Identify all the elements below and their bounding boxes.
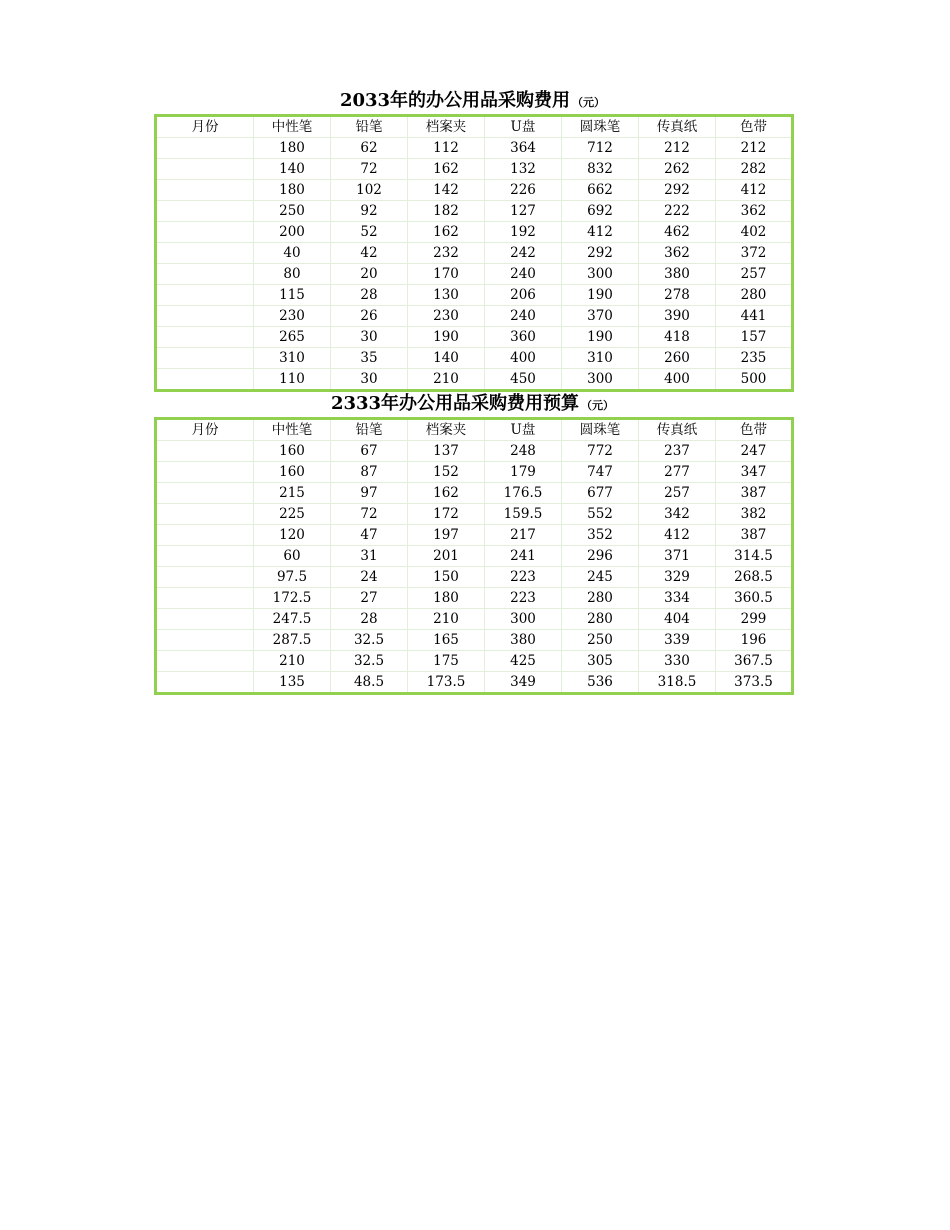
- table-row: [156, 546, 793, 567]
- column-header: 色带: [716, 419, 793, 441]
- value-cell: 242: [485, 243, 562, 264]
- value-cell: 232: [408, 243, 485, 264]
- table-row: [156, 243, 793, 264]
- month-cell: [156, 504, 254, 525]
- value-cell: 677: [562, 483, 639, 504]
- value-cell: 24: [331, 567, 408, 588]
- column-header: 圆珠笔: [562, 419, 639, 441]
- value-cell: 157: [716, 327, 793, 348]
- value-cell: 173.5: [408, 672, 485, 694]
- month-cell: [156, 348, 254, 369]
- column-header: 中性笔: [254, 116, 331, 138]
- value-cell: 299: [716, 609, 793, 630]
- table-row: [156, 222, 793, 243]
- value-cell: 500: [716, 369, 793, 391]
- value-cell: 404: [639, 609, 716, 630]
- value-cell: 296: [562, 546, 639, 567]
- month-cell: [156, 285, 254, 306]
- table-2-header: [156, 419, 793, 441]
- value-cell: 201: [408, 546, 485, 567]
- table-header-row: [156, 419, 793, 441]
- value-cell: 179: [485, 462, 562, 483]
- value-cell: 217: [485, 525, 562, 546]
- value-cell: 48.5: [331, 672, 408, 694]
- value-cell: 390: [639, 306, 716, 327]
- table-row: [156, 327, 793, 348]
- value-cell: 102: [331, 180, 408, 201]
- table-row: [156, 462, 793, 483]
- value-cell: 80: [254, 264, 331, 285]
- value-cell: 425: [485, 651, 562, 672]
- table-2-title-unit: （元）: [581, 399, 615, 412]
- value-cell: 400: [639, 369, 716, 391]
- value-cell: 42: [331, 243, 408, 264]
- value-cell: 300: [562, 369, 639, 391]
- table-2-body: [156, 441, 793, 694]
- value-cell: 226: [485, 180, 562, 201]
- value-cell: 190: [562, 327, 639, 348]
- value-cell: 182: [408, 201, 485, 222]
- value-cell: 235: [716, 348, 793, 369]
- column-header: U盘: [485, 419, 562, 441]
- value-cell: 180: [254, 180, 331, 201]
- value-cell: 223: [485, 567, 562, 588]
- value-cell: 240: [485, 306, 562, 327]
- month-cell: [156, 243, 254, 264]
- value-cell: 318.5: [639, 672, 716, 694]
- value-cell: 130: [408, 285, 485, 306]
- value-cell: 305: [562, 651, 639, 672]
- table-row: [156, 483, 793, 504]
- value-cell: 87: [331, 462, 408, 483]
- value-cell: 35: [331, 348, 408, 369]
- month-cell: [156, 201, 254, 222]
- value-cell: 72: [331, 504, 408, 525]
- table-row: [156, 159, 793, 180]
- value-cell: 212: [639, 138, 716, 159]
- column-header: 月份: [156, 419, 254, 441]
- table-header-row: [156, 116, 793, 138]
- value-cell: 60: [254, 546, 331, 567]
- column-header: 档案夹: [408, 116, 485, 138]
- value-cell: 132: [485, 159, 562, 180]
- table-row: [156, 588, 793, 609]
- month-cell: [156, 630, 254, 651]
- month-cell: [156, 567, 254, 588]
- value-cell: 241: [485, 546, 562, 567]
- table-1-body: [156, 138, 793, 391]
- value-cell: 692: [562, 201, 639, 222]
- value-cell: 370: [562, 306, 639, 327]
- month-cell: [156, 138, 254, 159]
- purchase-cost-table: [154, 114, 794, 392]
- value-cell: 247: [716, 441, 793, 462]
- month-cell: [156, 180, 254, 201]
- table-row: [156, 369, 793, 391]
- month-cell: [156, 369, 254, 391]
- value-cell: 162: [408, 159, 485, 180]
- value-cell: 223: [485, 588, 562, 609]
- value-cell: 552: [562, 504, 639, 525]
- value-cell: 265: [254, 327, 331, 348]
- value-cell: 441: [716, 306, 793, 327]
- value-cell: 200: [254, 222, 331, 243]
- value-cell: 170: [408, 264, 485, 285]
- value-cell: 248: [485, 441, 562, 462]
- value-cell: 47: [331, 525, 408, 546]
- value-cell: 362: [716, 201, 793, 222]
- table-row: [156, 180, 793, 201]
- value-cell: 380: [639, 264, 716, 285]
- value-cell: 230: [254, 306, 331, 327]
- month-cell: [156, 159, 254, 180]
- value-cell: 772: [562, 441, 639, 462]
- value-cell: 28: [331, 285, 408, 306]
- value-cell: 352: [562, 525, 639, 546]
- value-cell: 245: [562, 567, 639, 588]
- value-cell: 190: [562, 285, 639, 306]
- value-cell: 210: [254, 651, 331, 672]
- month-cell: [156, 588, 254, 609]
- value-cell: 32.5: [331, 630, 408, 651]
- table-row: [156, 264, 793, 285]
- value-cell: 40: [254, 243, 331, 264]
- value-cell: 536: [562, 672, 639, 694]
- table-row: [156, 201, 793, 222]
- value-cell: 196: [716, 630, 793, 651]
- value-cell: 52: [331, 222, 408, 243]
- value-cell: 225: [254, 504, 331, 525]
- value-cell: 262: [639, 159, 716, 180]
- value-cell: 175: [408, 651, 485, 672]
- value-cell: 372: [716, 243, 793, 264]
- month-cell: [156, 306, 254, 327]
- value-cell: 176.5: [485, 483, 562, 504]
- value-cell: 371: [639, 546, 716, 567]
- value-cell: 172: [408, 504, 485, 525]
- value-cell: 237: [639, 441, 716, 462]
- value-cell: 300: [562, 264, 639, 285]
- value-cell: 257: [639, 483, 716, 504]
- value-cell: 135: [254, 672, 331, 694]
- column-header: 铅笔: [331, 419, 408, 441]
- value-cell: 162: [408, 222, 485, 243]
- value-cell: 210: [408, 609, 485, 630]
- month-cell: [156, 327, 254, 348]
- value-cell: 367.5: [716, 651, 793, 672]
- value-cell: 450: [485, 369, 562, 391]
- value-cell: 97.5: [254, 567, 331, 588]
- table-row: [156, 285, 793, 306]
- table-2-title: [154, 392, 791, 418]
- value-cell: 277: [639, 462, 716, 483]
- month-cell: [156, 222, 254, 243]
- month-cell: [156, 672, 254, 694]
- value-cell: 162: [408, 483, 485, 504]
- value-cell: 115: [254, 285, 331, 306]
- value-cell: 190: [408, 327, 485, 348]
- value-cell: 30: [331, 369, 408, 391]
- value-cell: 28: [331, 609, 408, 630]
- value-cell: 387: [716, 483, 793, 504]
- value-cell: 282: [716, 159, 793, 180]
- table-row: [156, 567, 793, 588]
- value-cell: 292: [639, 180, 716, 201]
- value-cell: 30: [331, 327, 408, 348]
- month-cell: [156, 609, 254, 630]
- value-cell: 152: [408, 462, 485, 483]
- value-cell: 412: [716, 180, 793, 201]
- value-cell: 62: [331, 138, 408, 159]
- table-row: [156, 441, 793, 462]
- table-row: [156, 630, 793, 651]
- column-header: 色带: [716, 116, 793, 138]
- column-header: 传真纸: [639, 419, 716, 441]
- value-cell: 360: [485, 327, 562, 348]
- value-cell: 212: [716, 138, 793, 159]
- value-cell: 197: [408, 525, 485, 546]
- value-cell: 373.5: [716, 672, 793, 694]
- value-cell: 329: [639, 567, 716, 588]
- value-cell: 418: [639, 327, 716, 348]
- value-cell: 334: [639, 588, 716, 609]
- value-cell: 387: [716, 525, 793, 546]
- value-cell: 412: [562, 222, 639, 243]
- value-cell: 364: [485, 138, 562, 159]
- value-cell: 160: [254, 462, 331, 483]
- value-cell: 112: [408, 138, 485, 159]
- value-cell: 412: [639, 525, 716, 546]
- value-cell: 160: [254, 441, 331, 462]
- table-row: [156, 138, 793, 159]
- value-cell: 172.5: [254, 588, 331, 609]
- table-row: [156, 348, 793, 369]
- value-cell: 32.5: [331, 651, 408, 672]
- column-header: 月份: [156, 116, 254, 138]
- month-cell: [156, 462, 254, 483]
- month-cell: [156, 525, 254, 546]
- purchase-budget-table: [154, 417, 794, 695]
- value-cell: 92: [331, 201, 408, 222]
- value-cell: 247.5: [254, 609, 331, 630]
- value-cell: 747: [562, 462, 639, 483]
- table-row: [156, 525, 793, 546]
- value-cell: 314.5: [716, 546, 793, 567]
- month-cell: [156, 264, 254, 285]
- value-cell: 268.5: [716, 567, 793, 588]
- value-cell: 142: [408, 180, 485, 201]
- value-cell: 120: [254, 525, 331, 546]
- value-cell: 380: [485, 630, 562, 651]
- value-cell: 159.5: [485, 504, 562, 525]
- value-cell: 347: [716, 462, 793, 483]
- value-cell: 349: [485, 672, 562, 694]
- value-cell: 20: [331, 264, 408, 285]
- value-cell: 127: [485, 201, 562, 222]
- month-cell: [156, 546, 254, 567]
- value-cell: 210: [408, 369, 485, 391]
- value-cell: 260: [639, 348, 716, 369]
- month-cell: [156, 441, 254, 462]
- value-cell: 287.5: [254, 630, 331, 651]
- value-cell: 402: [716, 222, 793, 243]
- value-cell: 192: [485, 222, 562, 243]
- value-cell: 72: [331, 159, 408, 180]
- value-cell: 462: [639, 222, 716, 243]
- value-cell: 662: [562, 180, 639, 201]
- column-header: 铅笔: [331, 116, 408, 138]
- value-cell: 382: [716, 504, 793, 525]
- value-cell: 292: [562, 243, 639, 264]
- value-cell: 31: [331, 546, 408, 567]
- value-cell: 165: [408, 630, 485, 651]
- value-cell: 712: [562, 138, 639, 159]
- value-cell: 280: [716, 285, 793, 306]
- value-cell: 300: [485, 609, 562, 630]
- month-cell: [156, 483, 254, 504]
- value-cell: 832: [562, 159, 639, 180]
- table-row: [156, 504, 793, 525]
- value-cell: 26: [331, 306, 408, 327]
- value-cell: 280: [562, 588, 639, 609]
- column-header: 传真纸: [639, 116, 716, 138]
- table-row: [156, 672, 793, 694]
- value-cell: 150: [408, 567, 485, 588]
- table-1-title-unit: （元）: [572, 96, 606, 109]
- value-cell: 278: [639, 285, 716, 306]
- value-cell: 257: [716, 264, 793, 285]
- value-cell: 362: [639, 243, 716, 264]
- value-cell: 230: [408, 306, 485, 327]
- value-cell: 280: [562, 609, 639, 630]
- value-cell: 215: [254, 483, 331, 504]
- month-cell: [156, 651, 254, 672]
- value-cell: 342: [639, 504, 716, 525]
- table-1-title-text: 2033年的办公用品采购费用: [339, 90, 571, 111]
- value-cell: 27: [331, 588, 408, 609]
- value-cell: 137: [408, 441, 485, 462]
- value-cell: 180: [408, 588, 485, 609]
- value-cell: 206: [485, 285, 562, 306]
- table-row: [156, 651, 793, 672]
- column-header: 圆珠笔: [562, 116, 639, 138]
- value-cell: 310: [562, 348, 639, 369]
- value-cell: 360.5: [716, 588, 793, 609]
- value-cell: 180: [254, 138, 331, 159]
- value-cell: 250: [562, 630, 639, 651]
- table-2-title-text: 2333年办公用品采购费用预算: [330, 393, 580, 414]
- value-cell: 330: [639, 651, 716, 672]
- table-row: [156, 306, 793, 327]
- value-cell: 97: [331, 483, 408, 504]
- column-header: 中性笔: [254, 419, 331, 441]
- value-cell: 250: [254, 201, 331, 222]
- value-cell: 240: [485, 264, 562, 285]
- table-1-title: [154, 89, 791, 115]
- column-header: U盘: [485, 116, 562, 138]
- value-cell: 222: [639, 201, 716, 222]
- table-row: [156, 609, 793, 630]
- value-cell: 67: [331, 441, 408, 462]
- value-cell: 140: [254, 159, 331, 180]
- column-header: 档案夹: [408, 419, 485, 441]
- value-cell: 310: [254, 348, 331, 369]
- value-cell: 140: [408, 348, 485, 369]
- table-1-header: [156, 116, 793, 138]
- value-cell: 400: [485, 348, 562, 369]
- value-cell: 339: [639, 630, 716, 651]
- value-cell: 110: [254, 369, 331, 391]
